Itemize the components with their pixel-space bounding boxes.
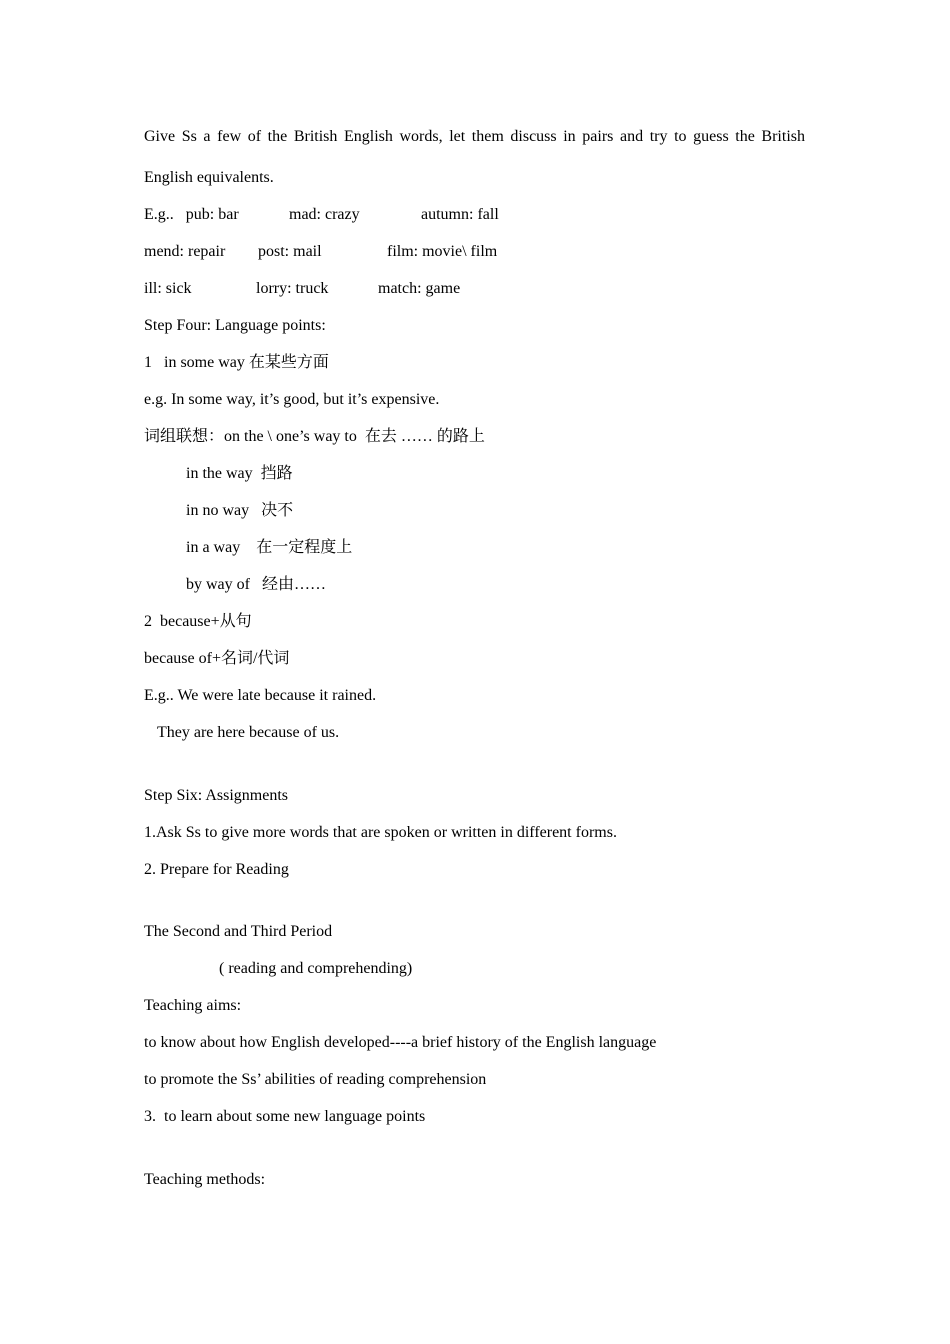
intro-line-2: English equivalents.: [144, 169, 274, 186]
example-cell: post: mail: [258, 243, 322, 260]
example-cell: mad: crazy: [289, 206, 360, 223]
phrase-item: in a way 在一定程度上: [186, 539, 353, 556]
example-cell: autumn: fall: [421, 206, 499, 223]
period-title: The Second and Third Period: [144, 923, 333, 940]
phrase-item: by way of 经由……: [186, 576, 326, 593]
language-point-1-example: e.g. In some way, it’s good, but it’s expensive.: [144, 391, 440, 408]
language-point-2-example-1: E.g.. We were late because it rained.: [144, 687, 377, 704]
assignment-item: 1.Ask Ss to give more words that are spoken or written in different forms.: [144, 824, 617, 841]
period-subtitle: ( reading and comprehending): [219, 960, 413, 977]
language-point-2b: because of+名词/代词: [144, 650, 290, 667]
phrase-item: in the way 挡路: [186, 465, 293, 482]
example-cell: match: game: [378, 280, 461, 297]
assignment-item: 2. Prepare for Reading: [144, 861, 289, 878]
language-point-2-example-2: They are here because of us.: [157, 724, 340, 741]
teaching-aim-item: to promote the Ss’ abilities of reading comprehension: [144, 1071, 487, 1088]
teaching-aim-item: to know about how English developed----a brief history of the English language: [144, 1034, 657, 1051]
teaching-aim-item: 3. to learn about some new language points: [144, 1108, 426, 1125]
phrase-association: 词组联想：on the \ one’s way to 在去 …… 的路上: [144, 428, 485, 445]
example-row-3: [144, 279, 564, 299]
language-point-1: 1 in some way 在某些方面: [144, 354, 329, 371]
step-six-heading: Step Six: Assignments: [144, 787, 289, 804]
language-point-2: 2 because+从句: [144, 613, 252, 630]
example-cell: mend: repair: [144, 243, 226, 260]
example-cell: lorry: truck: [256, 280, 329, 297]
intro-line-1: Give Ss a few of the British English words, let them discuss in pairs and try to guess the British: [144, 128, 805, 145]
step-four-heading: Step Four: Language points:: [144, 317, 326, 334]
example-cell: film: movie\ film: [387, 243, 498, 260]
example-row-2: [144, 242, 564, 262]
teaching-aims-heading: Teaching aims:: [144, 997, 242, 1014]
phrase-item: in no way 决不: [186, 502, 294, 519]
example-cell: ill: sick: [144, 280, 192, 297]
teaching-methods-heading: Teaching methods:: [144, 1171, 266, 1188]
example-cell: E.g.. pub: bar: [144, 206, 239, 223]
example-row-1: [144, 205, 564, 225]
